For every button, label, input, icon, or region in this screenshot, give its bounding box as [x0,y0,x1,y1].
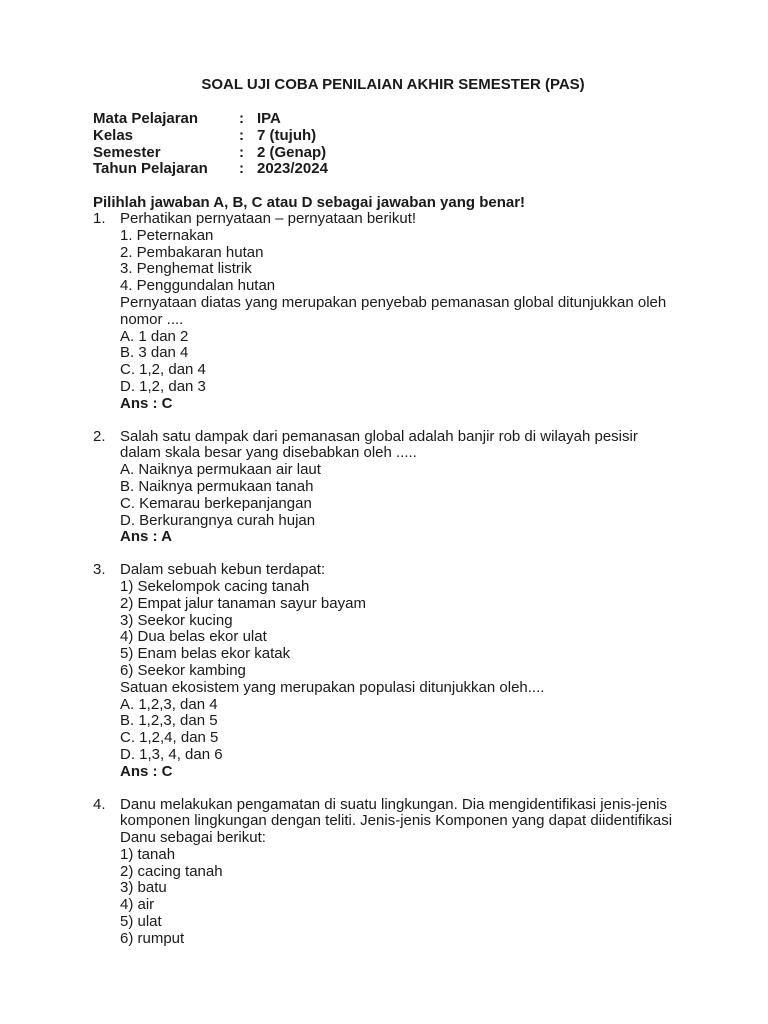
question-line: 6) rumput [120,929,185,947]
answer-key: Ans : A [120,528,172,546]
question-line: C. Kemarau berkepanjangan [120,494,312,512]
question-line: 3. Penghemat listrik [120,260,252,278]
info-value: 2023/2024 [257,160,328,178]
question-line: 4. Penggundalan hutan [120,277,276,295]
question-line: Perhatikan pernyataan – pernyataan berikut! [120,210,417,227]
question-line: A. 1,2,3, dan 4 [120,695,218,713]
question-line: 4) air [120,896,155,914]
question-line: komponen lingkungan dengan teliti. Jenis-jenis Komponen yang dapat diidentifikasi [120,812,673,830]
question-item [93,562,733,780]
answer-key: Ans : C [120,394,173,412]
question-item [93,211,733,413]
question-line: B. 3 dan 4 [120,344,189,362]
question-line: B. Naiknya permukaan tanah [120,477,314,495]
info-colon: : [239,143,244,161]
question-item [93,429,733,547]
question-line: 2. Pembakaran hutan [120,243,264,261]
question-line: A. 1 dan 2 [120,327,189,345]
question-line: B. 1,2,3, dan 5 [120,712,218,730]
question-list [93,211,733,964]
question-line: D. 1,3, 4, dan 6 [120,745,223,763]
question-line: 4) Dua belas ekor ulat [120,628,267,646]
info-value: IPA [257,110,281,127]
question-line: D. Berkurangnya curah hujan [120,511,316,529]
document-title: SOAL UJI COBA PENILAIAN AKHIR SEMESTER (PAS) [201,76,585,93]
info-row-class [93,128,328,145]
question-line: 1) tanah [120,845,176,863]
info-row-subject [93,111,328,128]
question-line: Danu melakukan pengamatan di suatu lingkungan. Dia mengidentifikasi jenis-jenis [120,795,667,813]
question-line: Dalam sebuah kebun terdapat: [120,561,326,579]
question-line: Pernyataan diatas yang merupakan penyebab pemanasan global ditunjukkan oleh [120,293,667,311]
question-line: 3) Seekor kucing [120,611,233,629]
question-line: Satuan ekosistem yang merupakan populasi ditunjukkan oleh.... [120,678,545,696]
question-line: 3) batu [120,879,167,897]
question-line: 2) Empat jalur tanaman sayur bayam [120,594,366,612]
info-label: Semester [93,143,161,161]
question-line: Salah satu dampak dari pemanasan global adalah banjir rob di wilayah pesisir [120,427,638,445]
instruction-text: Pilihlah jawaban A, B, C atau D sebagai jawaban yang benar! [93,194,526,211]
question-line: 1) Sekelompok cacing tanah [120,577,310,595]
question-line: dalam skala besar yang disebabkan oleh ..... [120,444,417,462]
question-line: 5) Enam belas ekor katak [120,645,291,663]
question-line: 1. Peternakan [120,226,214,244]
info-colon: : [239,160,244,178]
question-item [93,797,733,948]
question-line: 5) ulat [120,913,162,931]
question-line: C. 1,2, dan 4 [120,361,206,379]
question-number: 1. [93,210,106,227]
info-value: 2 (Genap) [257,143,327,161]
question-line: nomor .... [120,310,184,328]
info-colon: : [239,110,244,127]
exam-info [93,111,328,178]
info-label: Kelas [93,126,134,144]
info-label: Mata Pelajaran [93,110,199,127]
question-number: 2. [93,427,106,445]
question-line: Danu sebagai berikut: [120,829,266,847]
info-colon: : [239,126,244,144]
question-line: 2) cacing tanah [120,862,223,880]
question-line: 6) Seekor kambing [120,661,246,679]
answer-key: Ans : C [120,762,173,780]
question-number: 4. [93,795,106,813]
info-row-year [93,161,328,178]
question-line: D. 1,2, dan 3 [120,377,206,395]
info-row-semester [93,145,328,162]
info-label: Tahun Pelajaran [93,160,208,178]
question-line: C. 1,2,4, dan 5 [120,729,219,747]
question-number: 3. [93,561,106,579]
question-line: A. Naiknya permukaan air laut [120,461,321,479]
info-value: 7 (tujuh) [257,126,317,144]
